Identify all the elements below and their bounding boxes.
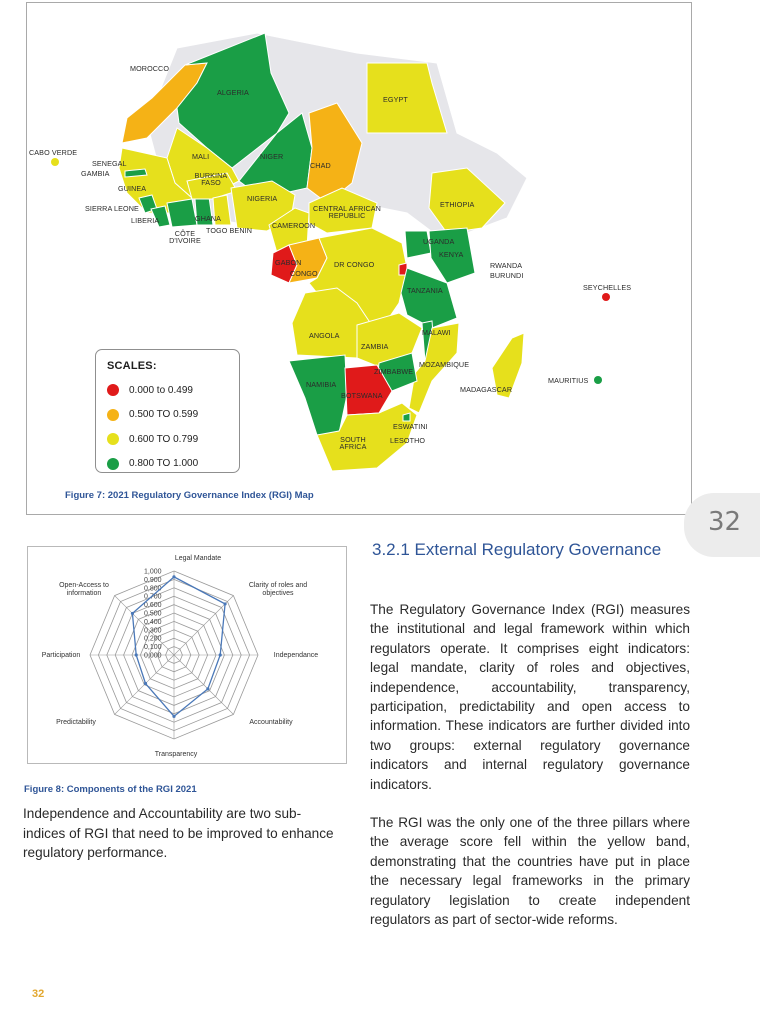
radar-tick-label: 0,200 (144, 635, 162, 643)
legend-dot-green (107, 458, 119, 470)
map-label-tanzania: TANZANIA (407, 286, 443, 295)
radar-category-label: Clarity of roles and objectives (248, 582, 308, 597)
radar-point (131, 612, 134, 615)
radar-point (135, 653, 138, 656)
map-caption: Figure 7: 2021 Regulatory Governance Index (RGI) Map (65, 490, 314, 501)
map-dot-cabo-verde (51, 158, 59, 166)
map-label-kenya: KENYA (439, 250, 464, 259)
radar-tick-label: 0,000 (144, 652, 162, 660)
page-number: 32 (32, 988, 45, 1000)
map-label-ghana: GHANA (195, 214, 222, 223)
rgi-map-figure (26, 2, 692, 515)
radar-tick-label: 0,800 (144, 585, 162, 593)
map-label-egypt: EGYPT (383, 95, 408, 104)
legend-label: 0.800 TO 1.000 (129, 458, 199, 470)
map-label-zambia: ZAMBIA (361, 342, 389, 351)
radar-category-label: Accountability (249, 719, 293, 726)
radar-category-label: Transparency (154, 751, 198, 758)
legend-dot-yellow (107, 433, 119, 445)
radar-category-label: Independance (273, 652, 319, 659)
radar-labels (42, 555, 319, 758)
map-label-malawi: MALAWI (422, 328, 451, 337)
radar-tick-label: 0,100 (144, 644, 162, 652)
section-paragraph-1: The Regulatory Governance Index (RGI) measures the institutional and legal framework within which regulators operate. It comprises eight indicators: legal mandate, clarity of roles and objectives, independence, accountability, transparency, participation, predictability and open access to information. These indicators are further divided into two groups: external regulatory governance indicators and internal regulatory governance indicators. (370, 602, 690, 792)
radar-tick-label: 0,600 (144, 602, 162, 610)
map-label-madagascar: MADAGASCAR (460, 385, 513, 394)
legend-dot-orange (107, 409, 119, 421)
radar-category-label: Open-Access to information (59, 582, 109, 597)
legend-title: SCALES: (107, 360, 157, 372)
radar-chart (28, 547, 346, 763)
radar-tick-label: 0,900 (144, 576, 162, 584)
map-label-senegal: SENEGAL (92, 159, 127, 168)
map-label-sierra-leone: SIERRA LEONE (85, 204, 139, 213)
radar-point (172, 575, 175, 578)
legend-row (107, 378, 239, 403)
map-label-niger: NIGER (260, 152, 284, 161)
map-label-chad: CHAD (310, 161, 331, 170)
legend-label: 0.500 TO 0.599 (129, 409, 199, 421)
map-label-uganda: UGANDA (423, 237, 455, 246)
legend-label: 0.600 TO 0.799 (129, 433, 199, 445)
map-label-togo-benin: TOGO BENIN (206, 226, 252, 235)
radar-tick-label: 1,000 (144, 568, 162, 576)
map-label-cameroon: CAMEROON (272, 221, 316, 230)
radar-point (219, 653, 222, 656)
map-label-cote-divoire: CÔTE D'IVOIRE (169, 229, 201, 246)
radar-category-label: Legal Mandate (174, 555, 222, 562)
radar-chart-figure (27, 546, 347, 764)
map-label-mali: MALI (192, 152, 210, 161)
radar-tick-label: 0,500 (144, 610, 162, 618)
map-country-gambia (125, 169, 147, 177)
left-paragraph: Independence and Accountability are two sub-indices of RGI that need to be improved to enhance regulatory performance. (23, 806, 334, 860)
map-label-burundi: BURUNDI (490, 271, 524, 280)
radar-grid (90, 569, 258, 740)
map-label-seychelles: SEYCHELLES (583, 283, 632, 292)
section-paragraph-2: The RGI was the only one of the three pillars where the average score fell within the yellow band, demonstrating that the countries have put in place the necessary legal frameworks in the primary regulatory legislation to create independent regulators as part of sector-wide reforms. (370, 815, 690, 928)
map-label-namibia: NAMIBIA (306, 380, 337, 389)
page-tab-number: 32 (708, 507, 742, 537)
map-label-cabo-verde: CABO VERDE (29, 148, 78, 157)
map-label-mauritius: MAURITIUS (548, 376, 589, 385)
map-country-namibia (289, 355, 347, 435)
map-label-congo: CONGO (290, 269, 318, 278)
map-label-angola: ANGOLA (309, 331, 340, 340)
legend-row (107, 427, 239, 452)
map-label-dr-congo: DR CONGO (334, 260, 375, 269)
legend-row (107, 403, 239, 428)
map-label-rwanda: RWANDA (490, 261, 523, 270)
radar-point (144, 682, 147, 685)
map-label-nigeria: NIGERIA (247, 194, 278, 203)
map-label-liberia: LIBERIA (131, 216, 160, 225)
legend-dot-red (107, 384, 119, 396)
radar-point (223, 602, 226, 605)
map-label-zimbabwe: ZIMBABWE (374, 367, 414, 376)
page-number-tab (684, 493, 760, 557)
map-label-car: CENTRAL AFRICAN REPUBLIC (313, 204, 381, 221)
radar-category-label: Predictability (56, 719, 96, 726)
map-label-algeria: ALGERIA (217, 88, 249, 97)
map-legend (95, 349, 240, 473)
radar-caption: Figure 8: Components of the RGI 2021 (24, 784, 197, 795)
map-label-morocco: MOROCCO (130, 64, 170, 73)
legend-label: 0.000 to 0.499 (129, 384, 193, 396)
map-label-ethiopia: ETHIOPIA (440, 200, 475, 209)
radar-point (206, 687, 209, 690)
map-label-botswana: BOTSWANA (341, 391, 383, 400)
radar-tick-label: 0,700 (144, 593, 162, 601)
map-label-eswatini: ESWATINI (393, 422, 428, 431)
radar-point (172, 715, 175, 718)
radar-tick-label: 0,300 (144, 627, 162, 635)
section-title: 3.2.1 External Regulatory Governance (372, 540, 662, 559)
map-label-gabon: GABON (275, 258, 302, 267)
radar-tick-label: 0,400 (144, 618, 162, 626)
map-label-south-africa: SOUTH AFRICA (339, 435, 367, 452)
map-country-cote-divoire (167, 199, 197, 227)
map-country-eswatini (403, 413, 410, 421)
radar-category-label: Participation (41, 652, 81, 659)
map-label-lesotho: LESOTHO (390, 436, 426, 445)
map-label-guinea: GUINEA (118, 184, 147, 193)
map-dot-seychelles (602, 293, 610, 301)
map-label-gambia: GAMBIA (81, 169, 110, 178)
legend-row (107, 452, 239, 477)
map-label-burkina-faso: BURKINA FASO (194, 171, 228, 188)
map-dot-mauritius (594, 376, 602, 384)
map-label-mozambique: MOZAMBIQUE (419, 360, 470, 369)
